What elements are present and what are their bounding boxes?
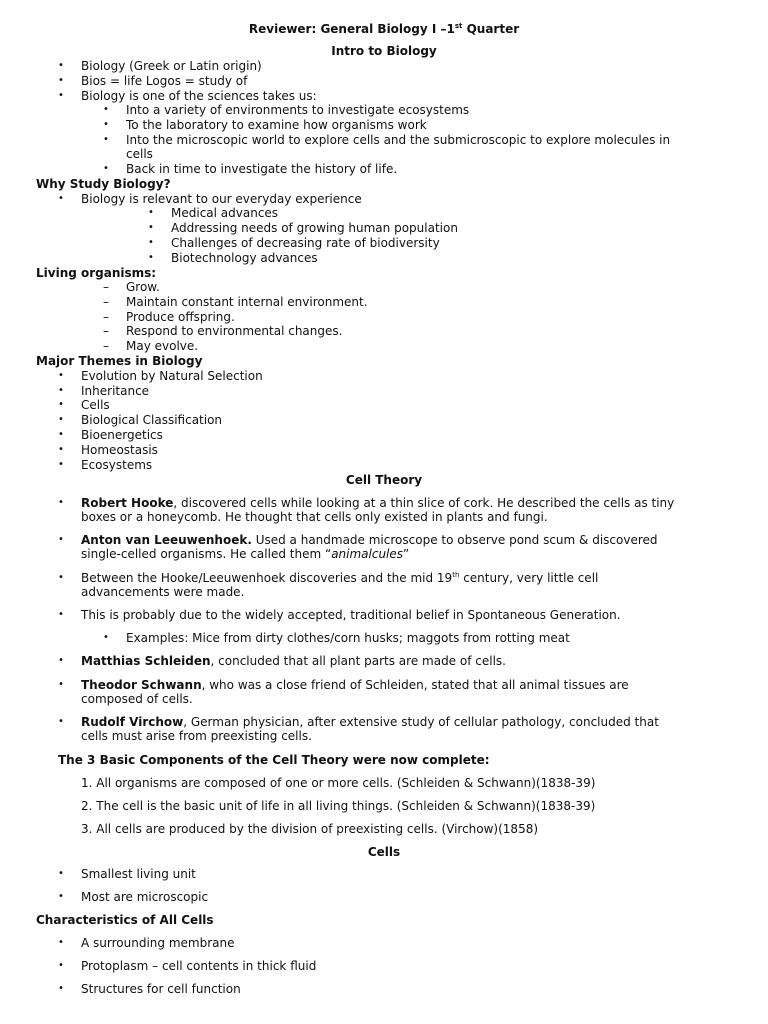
- component-item: 1. All organisms are composed of one or more cells. (Schleiden & Schwann)(1838-39): [81, 776, 596, 790]
- schwann-line-1: Theodor Schwann, who was a close friend of Schleiden, stated that all animal tissues are: [81, 678, 629, 692]
- bullet-icon: •: [58, 370, 64, 381]
- list-item: Bios = life Logos = study of: [81, 74, 248, 88]
- list-item: Bioenergetics: [81, 428, 163, 442]
- bullet-icon: •: [58, 609, 64, 620]
- bullet-icon: •: [58, 429, 64, 440]
- dash-icon: –: [103, 339, 109, 353]
- section-heading-cell-theory: Cell Theory: [345, 473, 423, 487]
- component-item: 2. The cell is the basic unit of life in all living things. (Schleiden & Schwann)(1838-39): [81, 799, 596, 813]
- bullet-icon: •: [58, 868, 64, 879]
- sub-list-item: Addressing needs of growing human population: [171, 221, 458, 235]
- bullet-icon: •: [58, 497, 64, 508]
- virchow-line-1: Rudolf Virchow, German physician, after extensive study of cellular pathology, concluded that: [81, 715, 659, 729]
- bullet-icon: •: [58, 572, 64, 583]
- bullet-icon: •: [58, 937, 64, 948]
- list-item: May evolve.: [126, 339, 199, 353]
- scientist-name: Anton van Leeuwenhoek.: [81, 533, 252, 547]
- bullet-icon: •: [58, 716, 64, 727]
- spontaneous-generation-line: This is probably due to the widely accepted, traditional belief in Spontaneous Generation.: [81, 608, 621, 622]
- list-item: Produce offspring.: [126, 310, 235, 324]
- bullet-icon: •: [58, 534, 64, 545]
- schwann-line-2: composed of cells.: [81, 692, 193, 706]
- components-heading: The 3 Basic Components of the Cell Theory were now complete:: [58, 753, 490, 767]
- leeuwenhoek-line-1: Anton van Leeuwenhoek. Used a handmade microscope to observe pond scum & discovered: [81, 533, 658, 547]
- list-item: Smallest living unit: [81, 867, 196, 881]
- bullet-icon: •: [148, 252, 154, 263]
- list-item: Evolution by Natural Selection: [81, 369, 263, 383]
- list-item: Cells: [81, 398, 110, 412]
- bullet-icon: •: [58, 459, 64, 470]
- bullet-icon: •: [58, 75, 64, 86]
- list-item: Maintain constant internal environment.: [126, 295, 368, 309]
- document-title: Reviewer: General Biology I –1st Quarter: [248, 22, 520, 36]
- list-item: Protoplasm – cell contents in thick fluid: [81, 959, 317, 973]
- sub-list-item: Medical advances: [171, 206, 279, 220]
- sub-list-item: Into a variety of environments to investigate ecosystems: [126, 103, 470, 117]
- list-item: Biology (Greek or Latin origin): [81, 59, 262, 73]
- bullet-icon: •: [103, 119, 109, 130]
- hooke-line-2: boxes or a honeycomb. He thought that cells only existed in plants and fungi.: [81, 510, 548, 524]
- section-heading-cells: Cells: [367, 845, 401, 859]
- list-item: Structures for cell function: [81, 982, 241, 996]
- bullet-icon: •: [103, 104, 109, 115]
- dash-icon: –: [103, 310, 109, 324]
- sub-list-item-continued: cells: [126, 147, 153, 161]
- bullet-icon: •: [148, 222, 154, 233]
- bullet-icon: •: [58, 983, 64, 994]
- examples-line: Examples: Mice from dirty clothes/corn husks; maggots from rotting meat: [126, 631, 570, 645]
- schleiden-line: Matthias Schleiden, concluded that all plant parts are made of cells.: [81, 654, 506, 668]
- sub-list-item: Biotechnology advances: [171, 251, 318, 265]
- scientist-name: Matthias Schleiden: [81, 654, 211, 668]
- section-heading-why: Why Study Biology?: [36, 177, 171, 191]
- leeuwenhoek-line-2: single-celled organisms. He called them “animalcules”: [81, 547, 410, 561]
- dash-icon: –: [103, 295, 109, 309]
- sub-list-item: Into the microscopic world to explore cells and the submicroscopic to explore molecules in: [126, 133, 671, 147]
- bullet-icon: •: [103, 163, 109, 174]
- bullet-icon: •: [148, 207, 154, 218]
- bullet-icon: •: [58, 385, 64, 396]
- between-line-1: Between the Hooke/Leeuwenhoek discoveries and the mid 19th century, very little cell: [81, 571, 599, 585]
- bullet-icon: •: [58, 193, 64, 204]
- list-item: Biology is relevant to our everyday experience: [81, 192, 362, 206]
- section-heading-intro: Intro to Biology: [331, 44, 437, 58]
- list-item: Biological Classification: [81, 413, 223, 427]
- component-item: 3. All cells are produced by the division of preexisting cells. (Virchow)(1858): [81, 822, 539, 836]
- sub-list-item: Back in time to investigate the history of life.: [126, 162, 398, 176]
- virchow-line-2: cells must arise from preexisting cells.: [81, 729, 312, 743]
- list-item: Most are microscopic: [81, 890, 209, 904]
- bullet-icon: •: [58, 891, 64, 902]
- sub-list-item: To the laboratory to examine how organisms work: [126, 118, 427, 132]
- between-line-2: advancements were made.: [81, 585, 245, 599]
- list-item: Homeostasis: [81, 443, 158, 457]
- bullet-icon: •: [58, 60, 64, 71]
- list-item: Grow.: [126, 280, 160, 294]
- list-item: Biology is one of the sciences takes us:: [81, 89, 317, 103]
- list-item: A surrounding membrane: [81, 936, 235, 950]
- bullet-icon: •: [58, 679, 64, 690]
- bullet-icon: •: [103, 134, 109, 145]
- dash-icon: –: [103, 324, 109, 338]
- section-heading-themes: Major Themes in Biology: [36, 354, 203, 368]
- sub-list-item: Challenges of decreasing rate of biodiversity: [171, 236, 440, 250]
- bullet-icon: •: [58, 414, 64, 425]
- dash-icon: –: [103, 280, 109, 294]
- scientist-name: Robert Hooke: [81, 496, 174, 510]
- hooke-line-1: Robert Hooke, discovered cells while looking at a thin slice of cork. He described the cells as tiny: [81, 496, 675, 510]
- list-item: Inheritance: [81, 384, 150, 398]
- bullet-icon: •: [58, 90, 64, 101]
- bullet-icon: •: [148, 237, 154, 248]
- list-item: Respond to environmental changes.: [126, 324, 343, 338]
- bullet-icon: •: [58, 655, 64, 666]
- bullet-icon: •: [103, 632, 109, 643]
- bullet-icon: •: [58, 399, 64, 410]
- bullet-icon: •: [58, 444, 64, 455]
- scientist-name: Rudolf Virchow: [81, 715, 184, 729]
- list-item: Ecosystems: [81, 458, 153, 472]
- section-heading-characteristics: Characteristics of All Cells: [36, 913, 214, 927]
- bullet-icon: •: [58, 960, 64, 971]
- section-heading-living: Living organisms:: [36, 266, 157, 280]
- scientist-name: Theodor Schwann: [81, 678, 202, 692]
